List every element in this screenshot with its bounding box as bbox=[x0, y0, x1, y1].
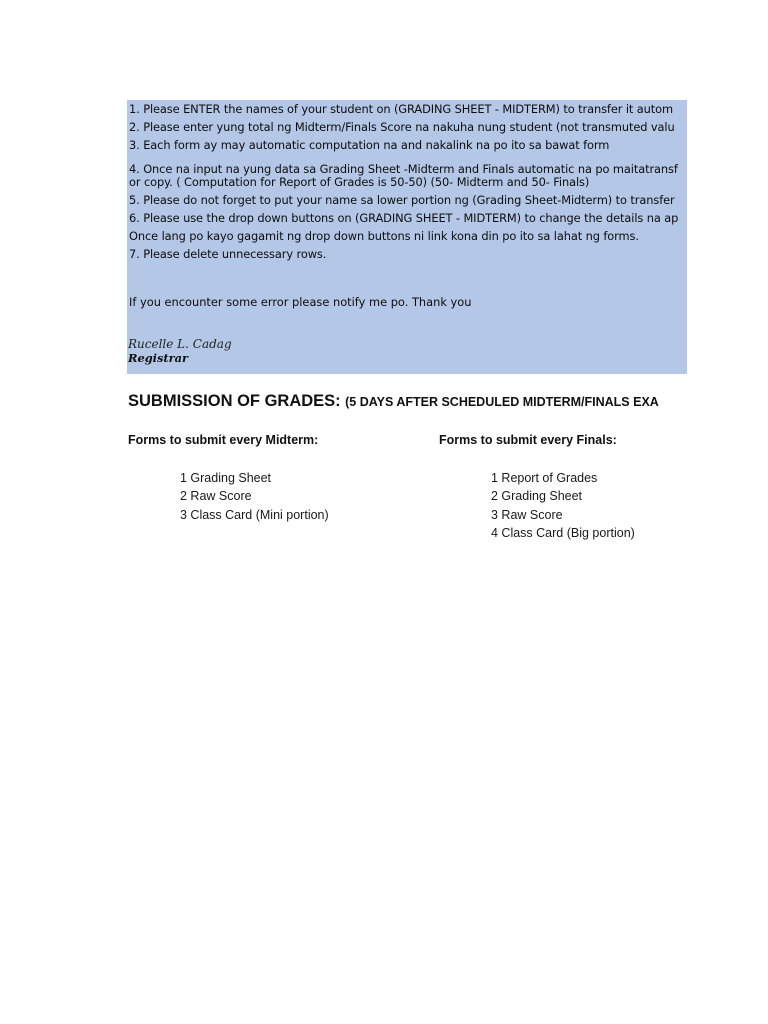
midterm-form-item: 2 Raw Score bbox=[180, 489, 252, 504]
finals-form-item: 1 Report of Grades bbox=[491, 471, 598, 485]
submission-title: SUBMISSION OF GRADES: bbox=[128, 392, 341, 410]
midterm-forms-list bbox=[180, 469, 329, 524]
instructions-panel bbox=[127, 100, 687, 374]
instruction-line-6: 6. Please use the drop down buttons on (GRADING SHEET - MIDTERM) to change the details na ap bbox=[129, 211, 679, 225]
finals-form-item: 2 Grading Sheet bbox=[491, 489, 583, 504]
instruction-line-4: 4. Once na input na yung data sa Grading Sheet -Midterm and Finals automatic na po maitatransf bbox=[129, 162, 678, 176]
instruction-line-5: 5. Please do not forget to put your name sa lower portion ng (Grading Sheet-Midterm) to transfer bbox=[129, 193, 675, 207]
finals-forms-header: Forms to submit every Finals: bbox=[439, 433, 617, 447]
midterm-form-item: 1 Grading Sheet bbox=[180, 471, 272, 485]
instruction-line-6-continued: Once lang po kayo gagamit ng drop down buttons ni link kona din po ito sa lahat ng forms. bbox=[129, 229, 639, 243]
signer-name: Rucelle L. Cadag bbox=[128, 337, 232, 351]
submission-deadline-note: (5 DAYS AFTER SCHEDULED MIDTERM/FINALS EXA bbox=[345, 395, 659, 409]
finals-forms-list bbox=[491, 469, 635, 542]
signer-title: Registrar bbox=[128, 351, 189, 365]
instruction-line-7: 7. Please delete unnecessary rows. bbox=[129, 247, 327, 261]
midterm-forms-header: Forms to submit every Midterm: bbox=[128, 433, 319, 447]
midterm-form-item: 3 Class Card (Mini portion) bbox=[180, 507, 329, 522]
error-notice: If you encounter some error please notify me po. Thank you bbox=[129, 295, 472, 309]
submission-heading bbox=[128, 392, 687, 411]
instruction-line-3: 3. Each form ay may automatic computation na and nakalink na po ito sa bawat form bbox=[129, 138, 610, 152]
finals-form-item: 4 Class Card (Big portion) bbox=[491, 525, 635, 540]
finals-form-item: 3 Raw Score bbox=[491, 507, 563, 522]
instruction-line-4-continued: or copy. ( Computation for Report of Grades is 50-50) (50- Midterm and 50- Finals) bbox=[129, 175, 590, 189]
instruction-line-1: 1. Please ENTER the names of your student on (GRADING SHEET - MIDTERM) to transfer it autom bbox=[129, 102, 674, 116]
instruction-line-2: 2. Please enter yung total ng Midterm/Finals Score na nakuha nung student (not transmuted valu bbox=[129, 120, 675, 134]
